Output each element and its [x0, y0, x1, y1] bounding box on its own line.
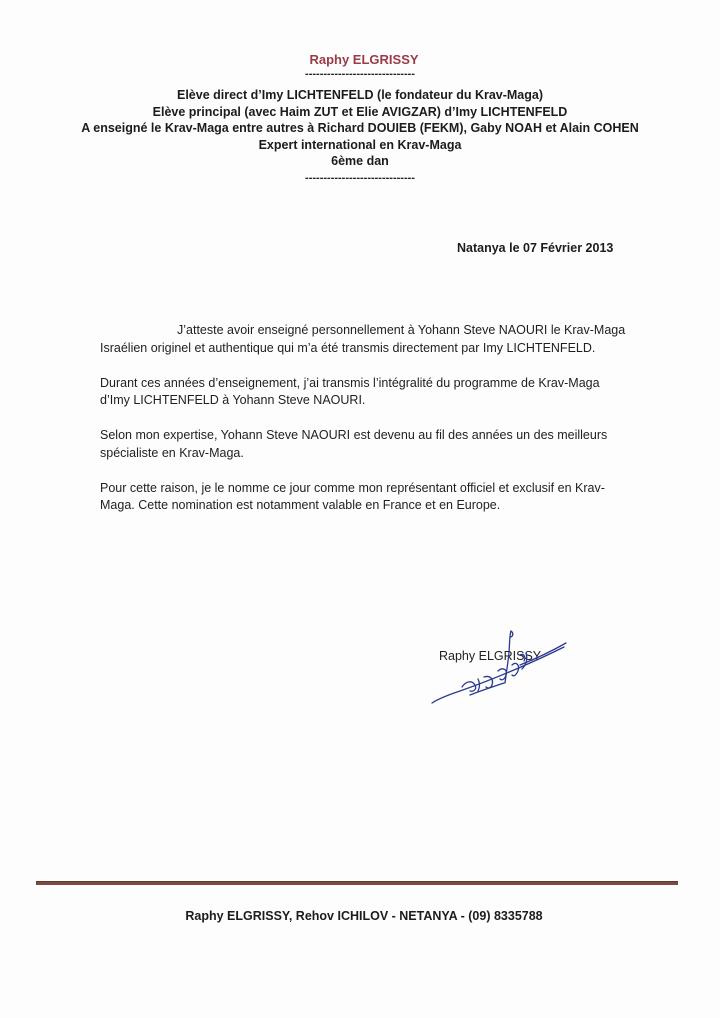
letterhead-line-1: Elève direct d’Imy LICHTENFELD (le fondateur du Krav-Maga) [176, 88, 544, 102]
letterhead-line-3: A enseigné le Krav-Maga entre autres à Richard DOUIEB (FEKM), Gaby NOAH et Alain COHEN [81, 121, 639, 135]
letter-body [100, 322, 630, 532]
paragraph-3: Selon mon expertise, Yohann Steve NAOURI est devenu au fil des années un des meilleurs spécialiste en Krav-Maga. [100, 428, 608, 460]
signature-block [420, 625, 580, 715]
paragraph-4: Pour cette raison, je le nomme ce jour comme mon représentant officiel et exclusif en Krav-Maga. Cette nomination est notamment valable en France et en Europe. [100, 480, 605, 512]
letterhead [0, 52, 720, 183]
separator-bottom: ------------------------------ [305, 171, 415, 184]
signatory-name: Raphy ELGRISSY [439, 649, 542, 663]
letter-date: Natanya le 07 Février 2013 [457, 241, 614, 255]
separator-top: ------------------------------ [305, 68, 415, 80]
letterhead-line-4: Expert international en Krav-Maga [258, 137, 462, 152]
author-name: Raphy ELGRISSY [309, 52, 419, 67]
letterhead-line-2: Elève principal (avec Haim ZUT et Elie AVIGZAR) d’Imy LICHTENFELD [152, 104, 568, 119]
footer [0, 909, 720, 923]
footer-divider [36, 881, 678, 885]
paragraph-2: Durant ces années d’enseignement, j’ai transmis l’intégralité du programme de Krav-Maga d’Imy LICHTENFELD à Yohann Steve NAOURI. [100, 375, 600, 407]
letterhead-line-5: 6ème dan [331, 154, 389, 168]
handwritten-signature [420, 625, 580, 715]
paragraph-1: J’atteste avoir enseigné personnellement à Yohann Steve NAOURI le Krav-Maga Israélien originel et authentique qui m’a été transmis directement par Imy LICHTENFELD. [100, 323, 626, 355]
footer-contact: Raphy ELGRISSY, Rehov ICHILOV - NETANYA - (09) 8335788 [185, 909, 543, 923]
